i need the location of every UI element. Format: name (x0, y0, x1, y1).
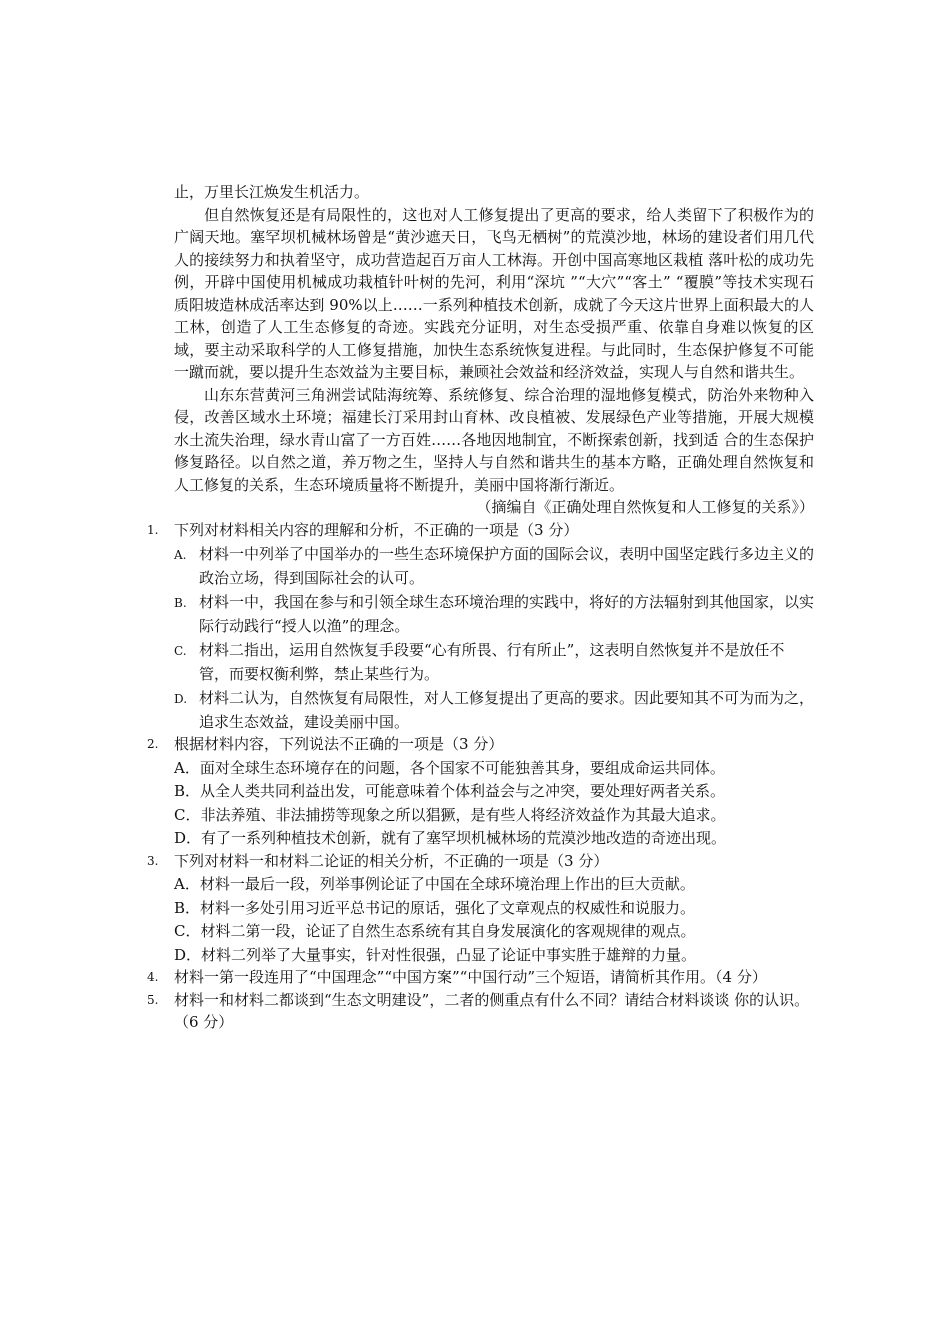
question-number: 3. (147, 853, 159, 868)
option-d: D．材料二列举了大量事实，针对性很强，凸显了论证中事实胜于雄辩的力量。 (174, 945, 697, 964)
option-b (174, 591, 814, 637)
question-stem: 材料一和材料二都谈到“生态文明建设”，二者的侧重点有什么不同？请结合材料谈谈 你的认识。（6 分） (174, 990, 810, 1031)
option-text: 材料二指出，运用自然恢复手段要“心有所畏、行有所止”，这表明自然恢复并不是放任不管，而要权衡利弊，禁止某些行为。 (199, 641, 785, 683)
question-number: 4. (147, 970, 159, 984)
option-c: C．非法养殖、非法捕捞等现象之所以猖獗，是有些人将经济效益作为其最大追求。 (174, 805, 726, 824)
option-label: D. (174, 692, 188, 706)
question-stem: 材料一第一段连用了“中国理念”“中国方案”“中国行动”三个短语，请简析其作用。（4 分） (174, 968, 767, 986)
option-label: C. (174, 644, 187, 658)
question-2 (147, 733, 814, 850)
question-number: 2. (147, 737, 159, 751)
question-stem: 下列对材料一和材料二论证的相关分析，不正确的一项是（3 分） (174, 851, 609, 870)
option-text: 材料一中，我国在参与和引领全球生态环境治理的实践中，将好的方法辐射到其他国家，以实际行动践行“授人以渔”的理念。 (199, 593, 815, 635)
option-label: A. (174, 548, 187, 562)
question-stem: 下列对材料相关内容的理解和分析，不正确的一项是（3 分） (174, 520, 579, 539)
option-label: B. (174, 596, 187, 610)
passage-paragraph-2: 山东东营黄河三角洲尝试陆海统筹、系统修复、综合治理的湿地修复模式，防治外来物种入侵，改善区域水土环境；福建长汀采用封山育林、改良植被、发展绿色产业等措施，开展大规模水土流失治理，绿水青山富了一方百姓……各地因地制宜，不断探索创新，找到适 合的生态保护修复路径。以自然之道，养万物之生，坚持人与自然和谐共生的基本方略，正确处理自然恢复和人工修复的关系，生态环境质量将不断提升，美丽中国将渐行渐近。 (174, 385, 814, 494)
option-a: A．面对全球生态环境存在的问题，各个国家不可能独善其身，要组成命运共同体。 (174, 758, 725, 777)
option-d: D．有了一系列种植技术创新，就有了塞罕坝机械林场的荒漠沙地改造的奇迹出现。 (174, 829, 727, 847)
option-text: 材料一中列举了中国举办的一些生态环境保护方面的国际会议，表明中国坚定践行多边主义的政治立场，得到国际社会的认可。 (199, 545, 815, 587)
option-b: B．从全人类共同利益出发，可能意味着个体利益会与之冲突，要处理好两者关系。 (174, 782, 726, 800)
question-number: 5. (147, 992, 159, 1007)
option-text: 材料二认为，自然恢复有局限性，对人工修复提出了更高的要求。因此要知其不可为而为之，追求生态效益，建设美丽中国。 (199, 689, 815, 731)
option-c: C．材料二第一段，论证了自然生态系统有其自身发展演化的客观规律的观点。 (174, 922, 696, 940)
passage-source: （摘编自《正确处理自然恢复和人工修复的关系》） (476, 498, 814, 516)
option-d (174, 687, 814, 733)
question-stem: 根据材料内容，下列说法不正确的一项是（3 分） (174, 735, 504, 753)
passage-paragraph-1: 但自然恢复还是有局限性的，这也对人工修复提出了更高的要求，给人类留下了积极作为的广阔天地。塞罕坝机械林场曾是“黄沙遮天日，飞鸟无栖树”的荒漠沙地，林场的建设者们用几代人的接续努力和执着坚守，成功营造起百万亩人工林海。开创中国高寒地区栽植 落叶松的成功先例，开辟中国使用机械成功栽植针叶树的先河，利用“深坑 ”“大穴”“客土” “覆膜”等技术实现石质阳坡造林成活率达到 90%以上……一系列种植技术创新，成就了今天这片世界上面积最大的人工林，创造了人工生态修复的奇迹。实践充分证明，对生态受损严重、依靠自身难以恢复的区域，要主动采取科学的人工修复措施，加快生态系统恢复进程。与此同时，生态保护修复不可能一蹴而就，要以提升生态效益为主要目标，兼顾社会效益和经济效益，实现人与自然和谐共生。 (174, 205, 814, 381)
option-c (174, 639, 814, 685)
option-b: B．材料一多处引用习近平总书记的原话，强化了文章观点的权威性和说服力。 (174, 898, 696, 917)
text-body (147, 181, 815, 1034)
passage-paragraph-0: 止，万里长江焕发生机活力。 (174, 183, 370, 201)
question-5 (147, 989, 814, 1034)
question-number: 1. (147, 522, 159, 537)
question-3 (147, 850, 814, 967)
option-a (174, 543, 814, 589)
question-4 (147, 966, 814, 989)
question-1 (147, 519, 815, 734)
option-a: A．材料一最后一段，列举事例论证了中国在全球环境治理上作出的巨大贡献。 (174, 875, 695, 893)
